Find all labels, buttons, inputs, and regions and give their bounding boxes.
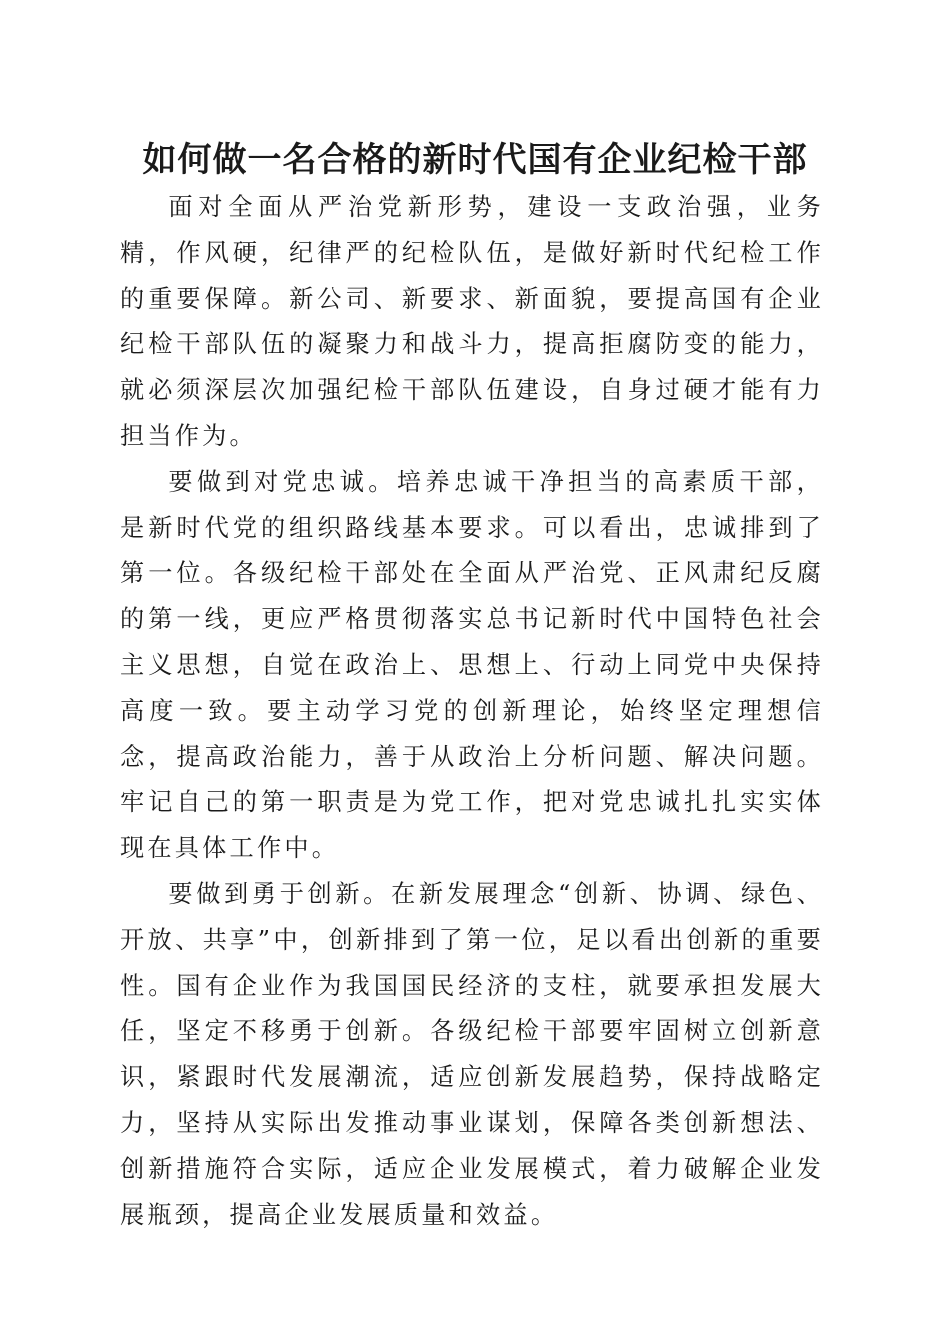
- document-body: [120, 185, 824, 1238]
- paragraph-intro: 面对全面从严治党新形势，建设一支政治强，业务精，作风硬，纪律严的纪检队伍，是做好新时代纪检工作的重要保障。新公司、新要求、新面貌，要提高国有企业纪检干部队伍的凝聚力和战斗力，提高拒腐防变的能力，就必须深层次加强纪检干部队伍建设，自身过硬才能有力担当作为。: [120, 193, 824, 450]
- paragraph-loyalty: 要做到对党忠诚。培养忠诚干净担当的高素质干部，是新时代党的组织路线基本要求。可以看出，忠诚排到了第一位。各级纪检干部处在全面从严治党、正风肃纪反腐的第一线，更应严格贯彻落实总书记新时代中国特色社会主义思想，自觉在政治上、思想上、行动上同党中央保持高度一致。要主动学习党的创新理论，始终坚定理想信念，提高政治能力，善于从政治上分析问题、解决问题。牢记自己的第一职责是为党工作，把对党忠诚扎扎实实体现在具体工作中。: [120, 467, 824, 863]
- paragraph-innovation: 要做到勇于创新。在新发展理念“创新、协调、绿色、开放、共享”中，创新排到了第一位，足以看出创新的重要性。国有企业作为我国国民经济的支柱，就要承担发展大任，坚定不移勇于创新。各级纪检干部要牢固树立创新意识，紧跟时代发展潮流，适应创新发展趋势，保持战略定力，坚持从实际出发推动事业谋划，保障各类创新想法、创新措施符合实际，适应企业发展模式，着力破解企业发展瓶颈，提高企业发展质量和效益。: [120, 879, 824, 1229]
- document-title: 如何做一名合格的新时代国有企业纪检干部: [142, 140, 808, 180]
